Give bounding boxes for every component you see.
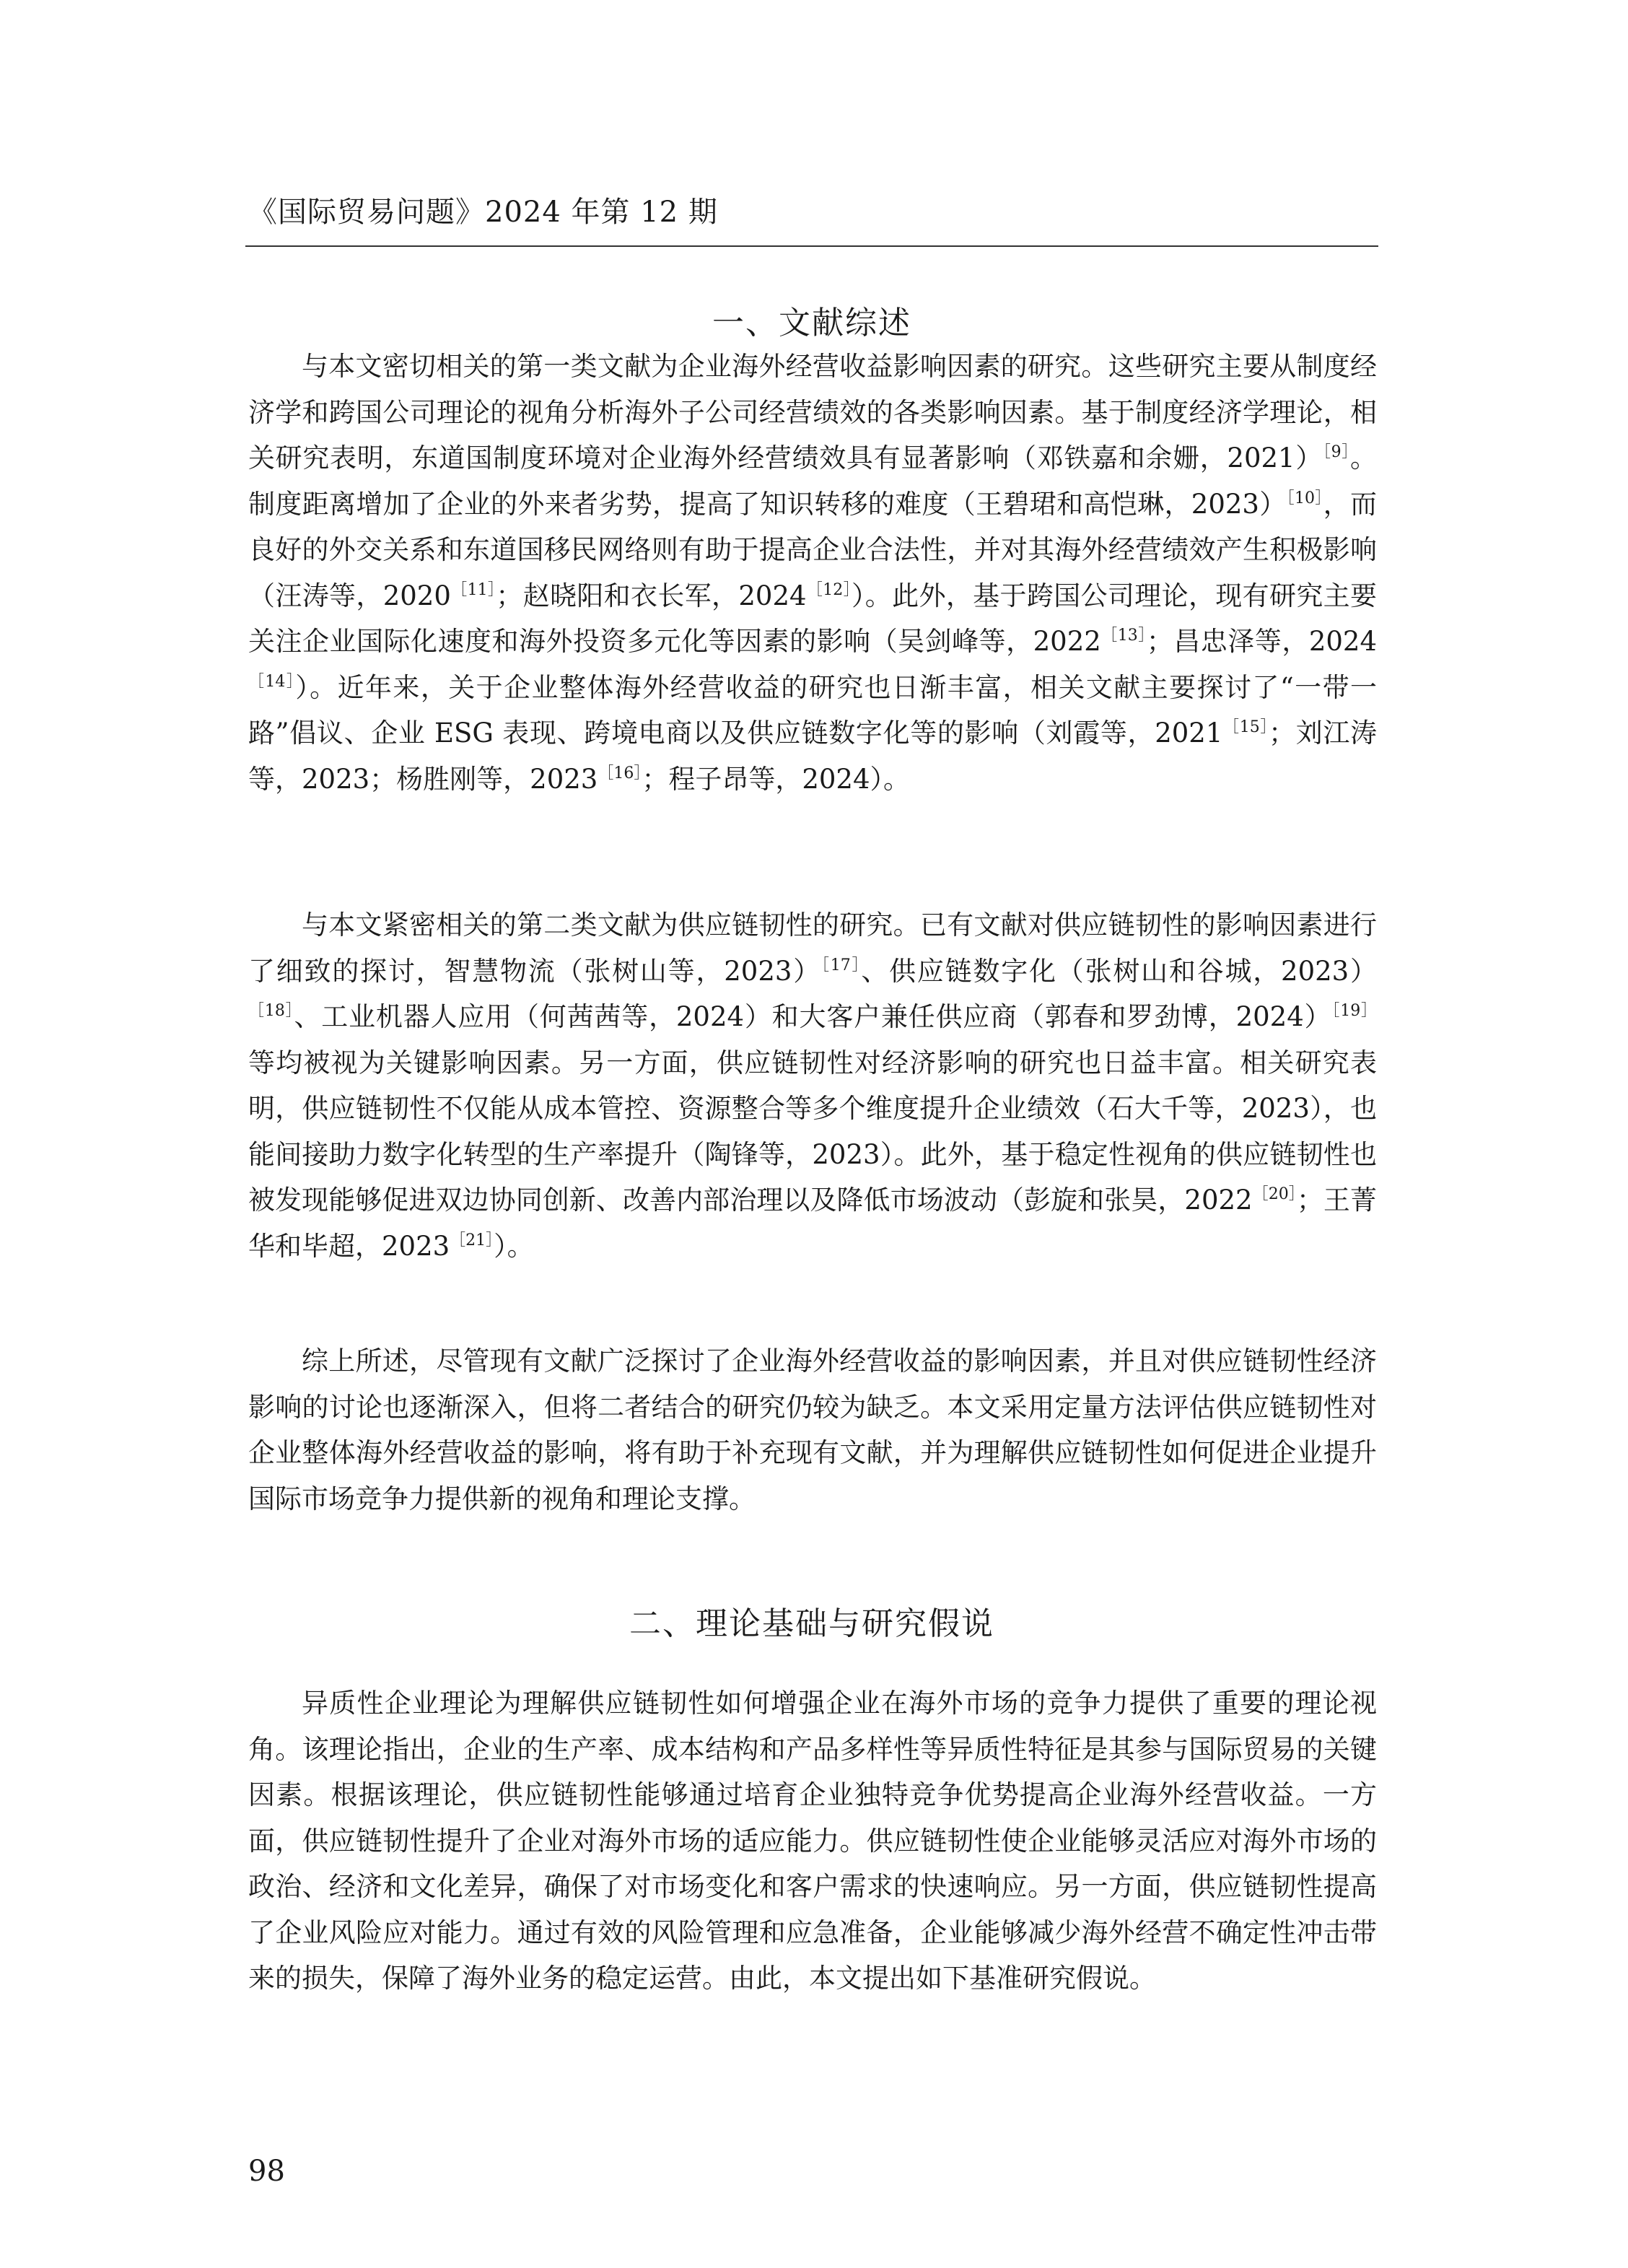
text-run: ；王菁华和毕超，2023 [248,1185,1377,1262]
text-run: ；赵晓阳和衣长军，2024 [496,580,807,611]
running-header: 《国际贸易问题》2024 年第 12 期 [248,196,718,229]
citation-marker: ［17］ [821,956,862,974]
text-run: 、供应链数字化（张树山和谷城，2023） [861,955,1377,987]
citation-marker: ［15］ [1222,718,1269,736]
page-number: 98 [248,2155,285,2188]
paragraph [248,344,1377,802]
citation-marker: ［16］ [598,764,642,782]
text-run: ，而良好的外交关系和东道国移民网络则有助于提高企业合法性，并对其海外经营绩效产生积极影响（汪涛等，2020 [248,488,1377,611]
citation-marker: ［11］ [450,580,496,599]
text-run: 等均被视为关键影响因素。另一方面，供应链韧性对经济影响的研究也日益丰富。相关研究表明，供应链韧性不仅能从成本管控、资源整合等多个维度提升企业绩效（石大千等，2023），也能间接助力数字化转型的生产率提升（陶锋等，2023）。此外，基于稳定性视角的供应链韧性也被发现能够促进双边协同创新、改善内部治理以及降低市场波动（彭旋和张昊，2022 [248,1047,1377,1216]
citation-marker: ［18］ [248,1002,294,1020]
citation-marker: ［14］ [248,672,296,691]
citation-marker: ［9］ [1322,443,1350,461]
section-title-theory-hypothesis: 二、理论基础与研究假说 [629,1605,994,1642]
section-title-literature-review: 一、文献综述 [712,305,911,341]
text-run: 与本文密切相关的第一类文献为企业海外经营收益影响因素的研究。这些研究主要从制度经济学和跨国公司理论的视角分析海外子公司经营绩效的各类影响因素。基于制度经济学理论，相关研究表明，东道国制度环境对企业海外经营绩效具有显著影响（邓铁嘉和余姗，2021） [248,351,1377,474]
text-run: 与本文紧密相关的第二类文献为供应链韧性的研究。已有文献对供应链韧性的影响因素进行了细致的探讨，智慧物流（张树山等，2023） [248,910,1377,987]
text-run: 异质性企业理论为理解供应链韧性如何增强企业在海外市场的竞争力提供了重要的理论视角。该理论指出，企业的生产率、成本结构和产品多样性等异质性特征是其参与国际贸易的关键因素。根据该理论，供应链韧性能够通过培育企业独特竞争优势提高企业海外经营收益。一方面，供应链韧性提升了企业对海外市场的适应能力。供应链韧性使企业能够灵活应对海外市场的政治、经济和文化差异，确保了对市场变化和客户需求的快速响应。另一方面，供应链韧性提高了企业风险应对能力。通过有效的风险管理和应急准备，企业能够减少海外经营不确定性冲击带来的损失，保障了海外业务的稳定运营。由此，本文提出如下基准研究假说。 [248,1688,1377,1994]
text-run: ）。此外，基于跨国公司理论，现有研究主要关注企业国际化速度和海外投资多元化等因素的影响（吴剑峰等，2022 [248,580,1378,657]
citation-marker: ［12］ [806,580,852,599]
header-rule [245,245,1378,247]
citation-marker: ［10］ [1286,489,1323,507]
paragraph [248,1338,1377,1522]
text-run: ）。 [494,1230,534,1262]
paragraph [248,1680,1377,2002]
text-run: ；刘江涛等，2023；杨胜刚等，2023 [248,718,1378,795]
text-run: 。制度距离增加了企业的外来者劣势，提高了知识转移的难度（王碧珺和高恺琳，2023） [248,442,1377,520]
paragraph [248,902,1377,1269]
citation-marker: ［21］ [450,1231,494,1249]
text-run: 综上所述，尽管现有文献广泛探讨了企业海外经营收益的影响因素，并且对供应链韧性经济影响的讨论也逐渐深入，但将二者结合的研究仍较为缺乏。本文采用定量方法评估供应链韧性对企业整体海外经营收益的影响，将有助于补充现有文献，并为理解供应链韧性如何促进企业提升国际市场竞争力提供新的视角和理论支撑。 [248,1345,1377,1514]
text-run: ）。近年来，关于企业整体海外经营收益的研究也日渐丰富，相关文献主要探讨了“一带一路”倡议、企业 ESG 表现、跨境电商以及供应链数字化等的影响（刘霞等，2021 [248,671,1377,749]
citation-marker: ［13］ [1100,627,1147,645]
text-run: ；昌忠泽等，2024 [1146,626,1377,657]
text-run: 、工业机器人应用（何茜茜等，2024）和大客户兼任供应商（郭春和罗劲博，2024） [294,1001,1332,1032]
citation-marker: ［20］ [1252,1185,1297,1203]
text-run: ；程子昂等，2024）。 [642,763,910,795]
citation-marker: ［19］ [1331,1002,1378,1020]
